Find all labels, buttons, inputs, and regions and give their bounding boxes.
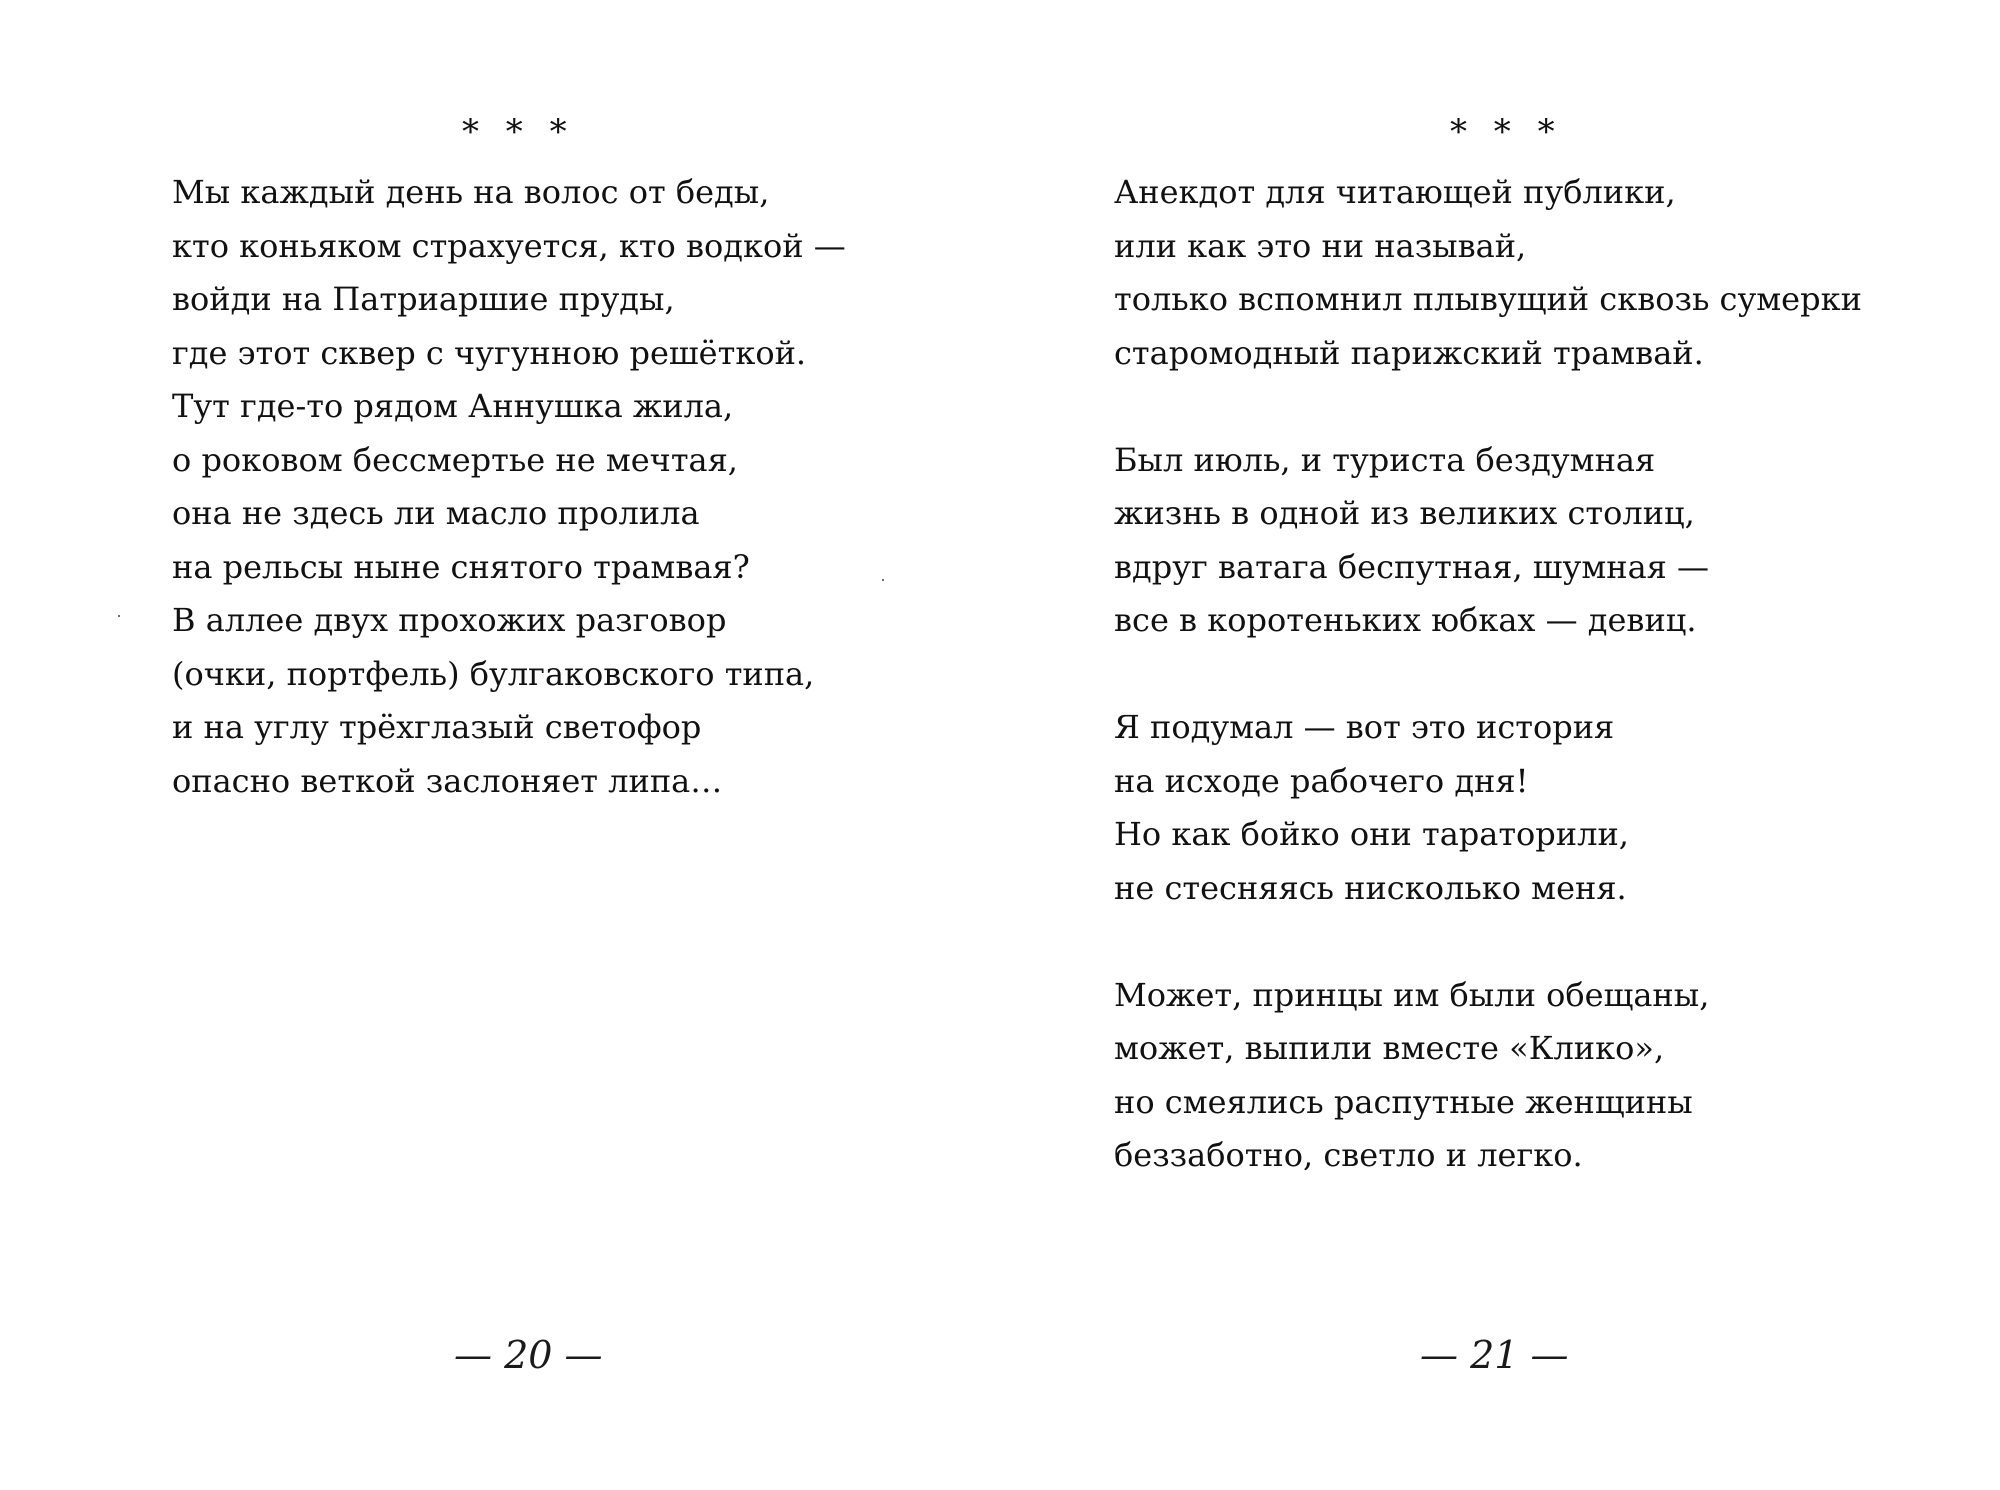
poem-line: на исходе рабочего дня! xyxy=(1114,761,1529,800)
poem-line: старомодный парижский трамвай. xyxy=(1114,333,1704,372)
poem-line: жизнь в одной из великих столиц, xyxy=(1114,494,1695,532)
poem-separator: * * * xyxy=(462,112,575,152)
poem-line: войди на Патриаршие пруды, xyxy=(172,280,675,318)
poem-line: все в коротеньких юбках — девиц. xyxy=(1114,601,1697,639)
poem-line: где этот сквер с чугунною решёткой. xyxy=(172,333,807,372)
poem-text xyxy=(172,166,846,808)
poem-line: Тут где-то рядом Аннушка жила, xyxy=(172,387,734,425)
right-page xyxy=(1000,0,2000,1490)
stanza-gap xyxy=(1114,915,1862,969)
stanza-gap xyxy=(1114,648,1862,702)
poem-text xyxy=(1114,166,1862,1183)
page-number: — 20 — xyxy=(454,1333,603,1377)
poem-line: о роковом бессмертье не мечтая, xyxy=(172,440,738,479)
poem-line: Может, принцы им были обещаны, xyxy=(1114,975,1710,1014)
poem-line: только вспомнил плывущий сквозь сумерки xyxy=(1114,280,1862,318)
scan-speck xyxy=(882,579,884,581)
poem-line: и на углу трёхглазый светофор xyxy=(172,708,702,746)
poem-line: на рельсы ныне снятого трамвая? xyxy=(172,547,750,586)
poem-line: Анекдот для читающей публики, xyxy=(1114,173,1676,211)
stanza-gap xyxy=(1114,380,1862,434)
poem-line: опасно веткой заслоняет липа… xyxy=(172,761,723,800)
poem-line: но смеялись распутные женщины xyxy=(1114,1082,1693,1121)
poem-line: кто коньяком страхуется, кто водкой — xyxy=(172,226,846,265)
poem-line: Но как бойко они тараторили, xyxy=(1114,815,1629,853)
page-number: — 21 — xyxy=(1420,1333,1569,1377)
poem-separator: * * * xyxy=(1450,112,1563,152)
poem-line: не стесняясь нисколько меня. xyxy=(1114,868,1627,907)
poem-line: может, выпили вместе «Клико», xyxy=(1114,1029,1665,1067)
poem-line: (очки, портфель) булгаковского типа, xyxy=(172,654,815,693)
poem-line: вдруг ватага беспутная, шумная — xyxy=(1114,547,1710,586)
poem-line: В аллее двух прохожих разговор xyxy=(172,601,727,639)
poem-line: Я подумал — вот это история xyxy=(1114,708,1615,746)
poem-line: беззаботно, светло и легко. xyxy=(1114,1136,1583,1174)
poem-line: она не здесь ли масло пролила xyxy=(172,494,700,532)
poem-line: Был июль, и туриста бездумная xyxy=(1114,440,1656,479)
poem-line: Мы каждый день на волос от беды, xyxy=(172,173,770,211)
scan-speck xyxy=(118,615,120,617)
poem-line: или как это ни называй, xyxy=(1114,226,1527,265)
